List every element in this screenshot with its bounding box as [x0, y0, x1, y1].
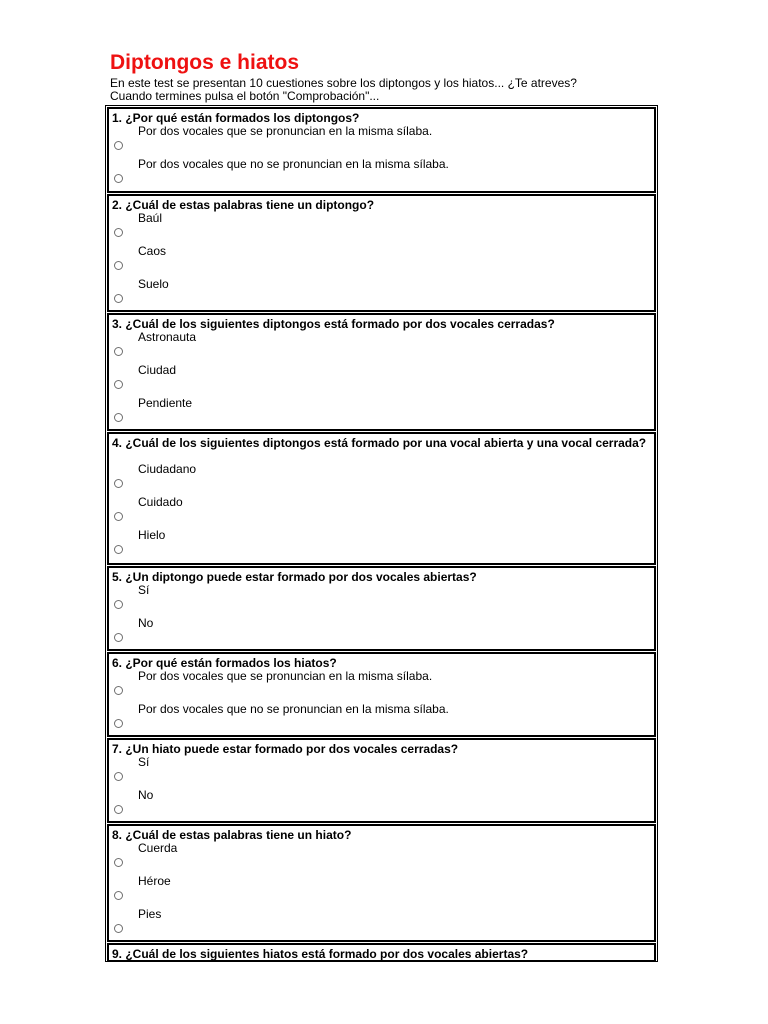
option-radio[interactable]	[114, 545, 123, 554]
page-title: Diptongos e hiatos	[110, 51, 299, 74]
option-radio[interactable]	[114, 891, 123, 900]
question-text: 3. ¿Cuál de los siguientes diptongos está formado por dos vocales cerradas?	[112, 317, 555, 331]
question-text: 6. ¿Por qué están formados los hiatos?	[112, 656, 337, 670]
intro-text	[110, 77, 650, 103]
option-radio[interactable]	[114, 174, 123, 183]
option-label: Sí	[138, 583, 150, 597]
option-radio[interactable]	[114, 924, 123, 933]
intro-line-1: En este test se presentan 10 cuestiones sobre los diptongos y los hiatos... ¿Te atreves?	[110, 76, 577, 90]
option-label: Cuerda	[138, 841, 178, 855]
option-radio[interactable]	[114, 686, 123, 695]
question-2	[107, 194, 656, 312]
option-radio[interactable]	[114, 479, 123, 488]
option-label: Por dos vocales que se pronuncian en la misma sílaba.	[138, 124, 433, 138]
intro-line-2: Cuando termines pulsa el botón "Comprobación"...	[110, 89, 380, 103]
question-5	[107, 566, 656, 651]
question-text: 2. ¿Cuál de estas palabras tiene un diptongo?	[112, 198, 375, 212]
option-label: Por dos vocales que se pronuncian en la misma sílaba.	[138, 669, 433, 683]
quiz-table	[105, 105, 658, 962]
option-label: Suelo	[138, 277, 169, 291]
option-label: Hielo	[138, 528, 166, 542]
option-radio[interactable]	[114, 805, 123, 814]
question-text: 8. ¿Cuál de estas palabras tiene un hiato?	[112, 828, 352, 842]
question-8	[107, 824, 656, 942]
option-radio[interactable]	[114, 261, 123, 270]
option-label: Ciudad	[138, 363, 177, 377]
option-label: Cuidado	[138, 495, 183, 509]
question-text: 7. ¿Un hiato puede estar formado por dos vocales cerradas?	[112, 742, 459, 756]
option-radio[interactable]	[114, 600, 123, 609]
option-radio[interactable]	[114, 512, 123, 521]
option-label: Ciudadano	[138, 462, 197, 476]
option-label: No	[138, 616, 154, 630]
option-label: Astronauta	[138, 330, 197, 344]
option-label: Sí	[138, 755, 150, 769]
option-radio[interactable]	[114, 228, 123, 237]
option-radio[interactable]	[114, 858, 123, 867]
question-1	[107, 107, 656, 193]
question-text: 4. ¿Cuál de los siguientes diptongos está formado por una vocal abierta y una vocal cerrada?	[112, 436, 647, 450]
question-text: 9. ¿Cuál de los siguientes hiatos está formado por dos vocales abiertas?	[112, 947, 529, 961]
option-label: Héroe	[138, 874, 171, 888]
option-radio[interactable]	[114, 347, 123, 356]
option-label: Pies	[138, 907, 162, 921]
option-label: Baúl	[138, 211, 163, 225]
question-3	[107, 313, 656, 431]
option-radio[interactable]	[114, 719, 123, 728]
option-radio[interactable]	[114, 380, 123, 389]
question-7	[107, 738, 656, 823]
option-label: Por dos vocales que no se pronuncian en la misma sílaba.	[138, 157, 449, 171]
option-label: No	[138, 788, 154, 802]
option-label: Pendiente	[138, 396, 193, 410]
question-text: 1. ¿Por qué están formados los diptongos?	[112, 111, 360, 125]
option-radio[interactable]	[114, 294, 123, 303]
option-radio[interactable]	[114, 772, 123, 781]
question-4	[107, 432, 656, 565]
option-radio[interactable]	[114, 633, 123, 642]
option-label: Caos	[138, 244, 167, 258]
option-radio[interactable]	[114, 413, 123, 422]
question-9	[107, 943, 656, 962]
question-text: 5. ¿Un diptongo puede estar formado por dos vocales abiertas?	[112, 570, 477, 584]
option-radio[interactable]	[114, 141, 123, 150]
question-6	[107, 652, 656, 737]
option-label: Por dos vocales que no se pronuncian en la misma sílaba.	[138, 702, 449, 716]
